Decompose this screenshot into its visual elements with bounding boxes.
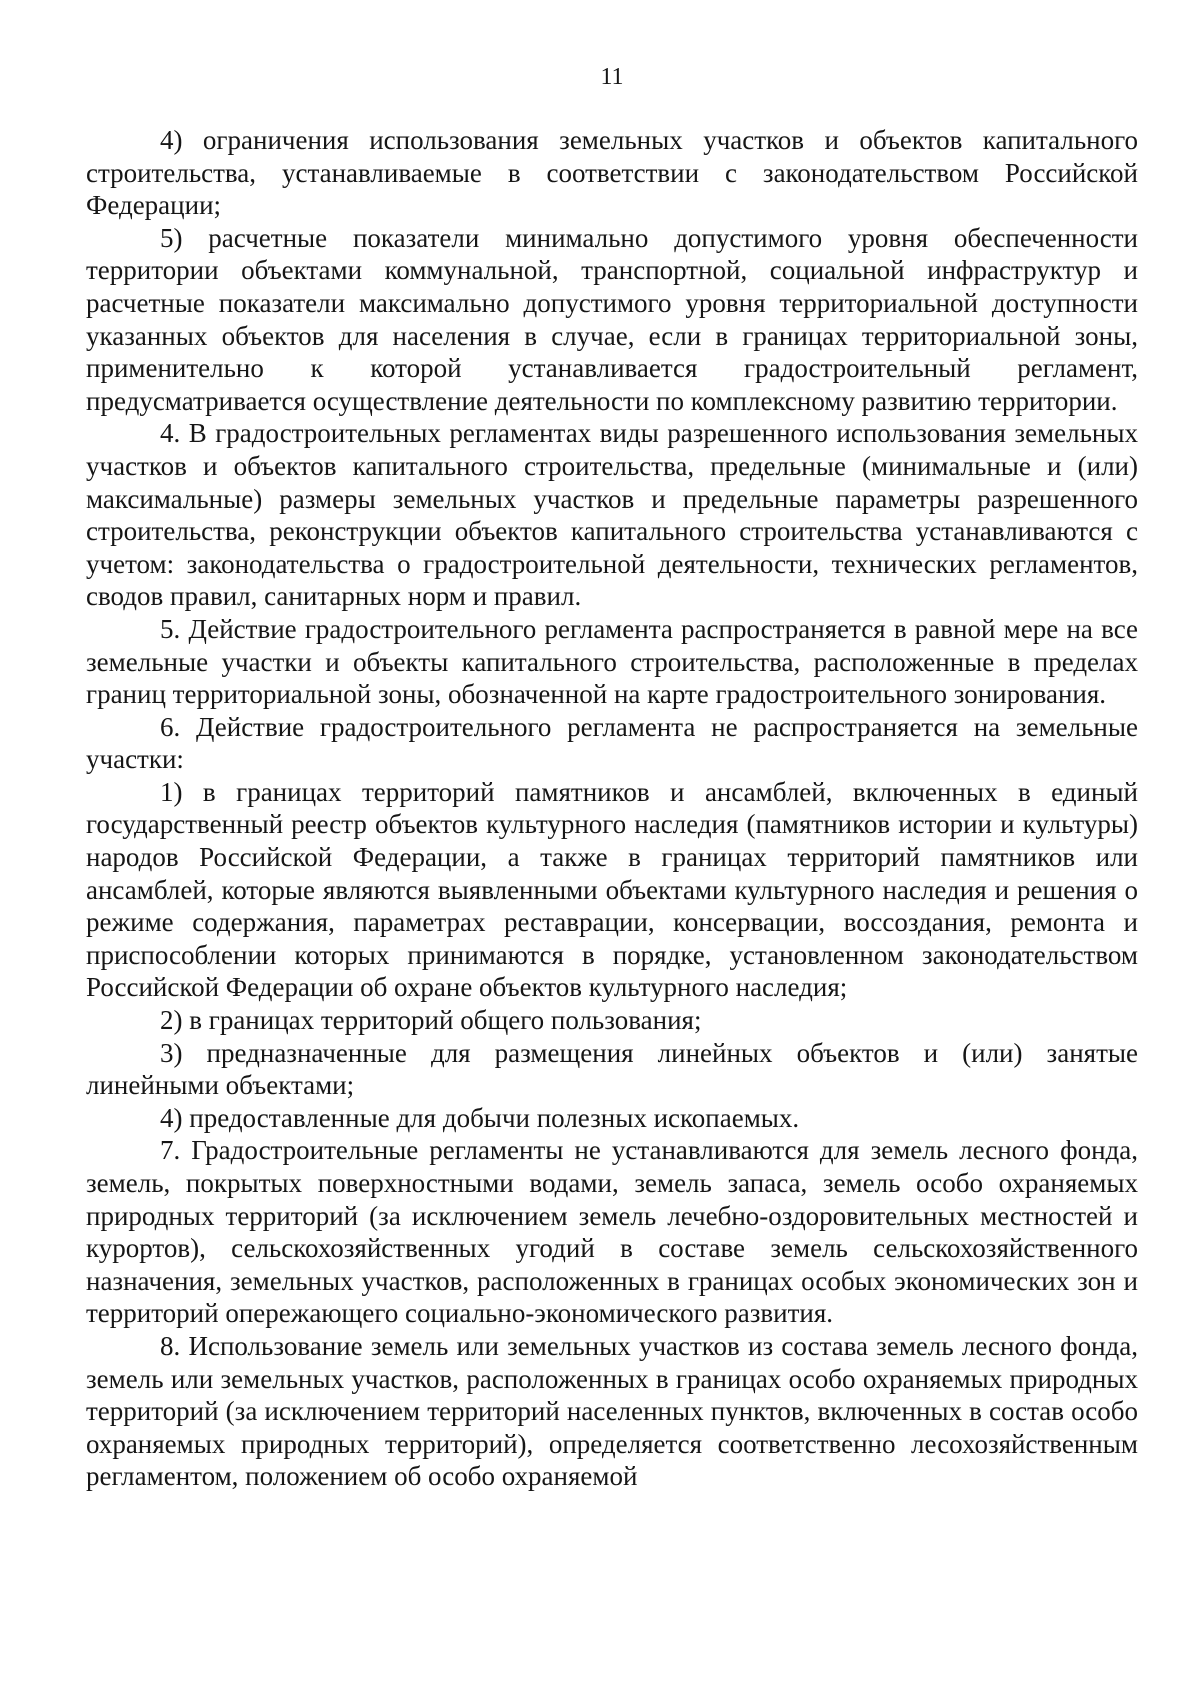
- paragraph-clause-6-item-1: 1) в границах территорий памятников и ансамблей, включенных в единый государственный реестр объектов культурного наследия (памятников истории и культуры) народов Российской Федерации, а также в границах территорий памятников или ансамблей, которые являются выявленными объектами культурного наследия и решения о режиме содержания, параметрах реставрации, консервации, воссоздания, ремонта и приспособлении которых принимаются в порядке, установленном законодательством Российской Федерации об охране объектов культурного наследия;: [86, 776, 1138, 1003]
- paragraph-clause-7: 7. Градостроительные регламенты не устанавливаются для земель лесного фонда, земель, покрытых поверхностными водами, земель запаса, земель особо охраняемых природных территорий (за исключением земель лечебно-оздоровительных местностей и курортов), сельскохозяйственных угодий в составе земель сельскохозяйственного назначения, земельных участков, расположенных в границах особых экономических зон и территорий опережающего социально-экономического развития.: [86, 1135, 1138, 1329]
- paragraph-clause-8: 8. Использование земель или земельных участков из состава земель лесного фонда, земель или земельных участков, расположенных в границах особо охраняемых природных территорий (за исключением территорий населенных пунктов, включенных в состав особо охраняемых природных территорий), определяется соответственно лесохозяйственным регламентом, положением об особо охраняемой: [86, 1330, 1138, 1492]
- paragraph-clause-5: 5. Действие градостроительного регламента распространяется в равной мере на все земельные участки и объекты капитального строительства, расположенные в пределах границ территориальной зоны, обозначенной на карте градостроительного зонирования.: [86, 613, 1138, 710]
- paragraph-clause-6-item-4: 4) предоставленные для добычи полезных ископаемых.: [160, 1102, 800, 1133]
- page-number: 11: [600, 64, 624, 90]
- paragraph-clause-6-item-2: 2) в границах территорий общего пользования;: [160, 1005, 702, 1036]
- paragraph-item-5: 5) расчетные показатели минимально допустимого уровня обеспеченности территории объектами коммунальной, транспортной, социальной инфраструктур и расчетные показатели максимально допустимого уровня территориальной доступности указанных объектов для населения в случае, если в границах территориальной зоны, применительно к которой устанавливается градостроительный регламент, предусматривается осуществление деятельности по комплексному развитию территории.: [86, 222, 1138, 416]
- paragraph-clause-6: 6. Действие градостроительного регламента не распространяется на земельные участки:: [86, 711, 1138, 775]
- document-page: [86, 62, 1138, 1493]
- paragraph-clause-6-item-3: 3) предназначенные для размещения линейных объектов и (или) занятые линейными объектами;: [86, 1037, 1138, 1101]
- paragraph-clause-4: 4. В градостроительных регламентах виды разрешенного использования земельных участков и объектов капитального строительства, предельные (минимальные и (или) максимальные) размеры земельных участков и предельные параметры разрешенного строительства, реконструкции объектов капитального строительства устанавливаются с учетом: законодательства о градостроительной деятельности, технических регламентов, сводов правил, санитарных норм и правил.: [86, 418, 1138, 612]
- paragraph-item-4: 4) ограничения использования земельных участков и объектов капитального строительства, устанавливаемые в соответствии с законодательством Российской Федерации;: [86, 125, 1138, 221]
